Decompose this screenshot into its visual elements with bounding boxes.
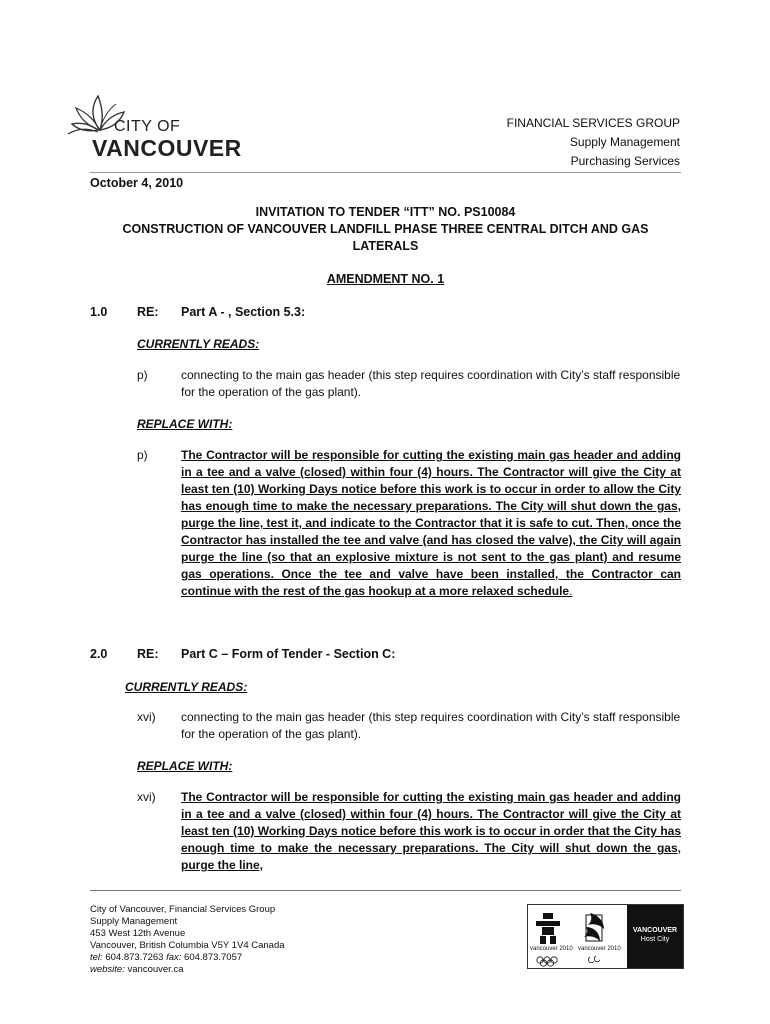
- footer-web: [90, 964, 285, 976]
- city-logo: [62, 90, 252, 170]
- currently-reads-label: CURRENTLY READS:: [125, 680, 248, 694]
- footer-city: Vancouver, British Columbia V5Y 1V4 Canada: [90, 940, 285, 951]
- tel-number: 604.873.7263: [105, 952, 164, 963]
- host-city-label: Host City: [640, 936, 670, 943]
- department-name: FINANCIAL SERVICES GROUP: [506, 116, 680, 130]
- section-heading: Part A - , Section 5.3:: [181, 305, 306, 319]
- section-re: RE:: [137, 305, 159, 319]
- section-re: RE:: [137, 647, 159, 661]
- title-line-1: INVITATION TO TENDER “ITT” NO. PS10084: [255, 205, 516, 219]
- badge-left-label: vancouver 2010: [530, 946, 573, 952]
- logo-city-of: CITY OF: [114, 118, 181, 135]
- document-title: [90, 204, 681, 255]
- host-city-panel: [627, 905, 683, 968]
- department-unit: Supply Management: [569, 135, 680, 149]
- section-number: 1.0: [90, 305, 108, 319]
- replace-with-label: REPLACE WITH:: [137, 417, 233, 431]
- tel-label: tel:: [90, 952, 103, 963]
- olympic-badge: [527, 904, 684, 969]
- footer-org: City of Vancouver, Financial Services Group: [90, 904, 276, 915]
- department-block: [507, 114, 680, 171]
- header-divider: [90, 172, 681, 173]
- department-subunit: Purchasing Services: [570, 154, 680, 168]
- web-address: vancouver.ca: [127, 964, 184, 975]
- section-number: 2.0: [90, 647, 108, 661]
- footer-divider: [90, 890, 681, 891]
- badge-right-label: vancouver 2010: [578, 946, 621, 952]
- replacement-text: The Contractor will be responsible for cutting the existing main gas header and adding in a tee and a valve (closed) within four (4) hours. The Contractor will give the City at least ten (10) Working Days notice before this work is to occur in order that the City has enough time to make the necessary preparations. The City will shut down the gas, purge the line,: [181, 790, 681, 872]
- web-label: website:: [90, 964, 125, 975]
- title-line-3: LATERALS: [352, 239, 419, 253]
- logo-vancouver: VANCOUVER: [92, 135, 242, 161]
- fax-label: fax:: [166, 952, 182, 963]
- replace-with-label: REPLACE WITH:: [137, 759, 233, 773]
- title-line-2: CONSTRUCTION OF VANCOUVER LANDFILL PHASE THREE CENTRAL DITCH AND GAS: [122, 222, 649, 236]
- current-text: connecting to the main gas header (this step requires coordination with City’s staff responsible for the operation of the gas plant).: [181, 710, 681, 741]
- footer-phone: [90, 952, 285, 964]
- footer-unit: Supply Management: [90, 916, 178, 927]
- replacement-body: The Contractor will be responsible for cutting the existing main gas header and adding in a tee and a valve (closed) within four (4) hours. The Contractor will give the City at least ten (10) Working Days notice before this work is to occur in order to allow the City has enough time to make the necessary preparations. The City will shut down the gas, purge the line, test it, and indicate to the Contractor that it is safe to cut. Then, once the Contractor has installed the tee and valve (and has closed the valve), the City will again purge the line (so that an explosive mixture is not sent to the gas plant) and resume gas operations. Once the tee and valve have been installed, the Contractor can continue with the rest of the gas hookup at a more relaxed schedule: [181, 448, 681, 598]
- current-text: connecting to the main gas header (this step requires coordination with City’s staff responsible for the operation of the gas plant).: [181, 368, 681, 399]
- item-marker: p): [137, 448, 148, 462]
- replacement-tail: .: [569, 584, 573, 598]
- footer-address: [90, 904, 285, 976]
- replacement-text: [181, 447, 681, 600]
- item-marker: xvi): [137, 710, 156, 724]
- document-date: October 4, 2010: [90, 176, 184, 190]
- olympic-emblems-icon: [528, 905, 628, 968]
- section-heading: Part C – Form of Tender - Section C:: [181, 647, 396, 661]
- host-city-name: VANCOUVER: [632, 927, 678, 934]
- item-marker: xvi): [137, 790, 156, 804]
- item-marker: p): [137, 368, 148, 382]
- footer-street: 453 West 12th Avenue: [90, 928, 186, 939]
- fax-number: 604.873.7057: [184, 952, 243, 963]
- currently-reads-label: CURRENTLY READS:: [137, 337, 260, 351]
- amendment-heading: AMENDMENT NO. 1: [326, 272, 445, 286]
